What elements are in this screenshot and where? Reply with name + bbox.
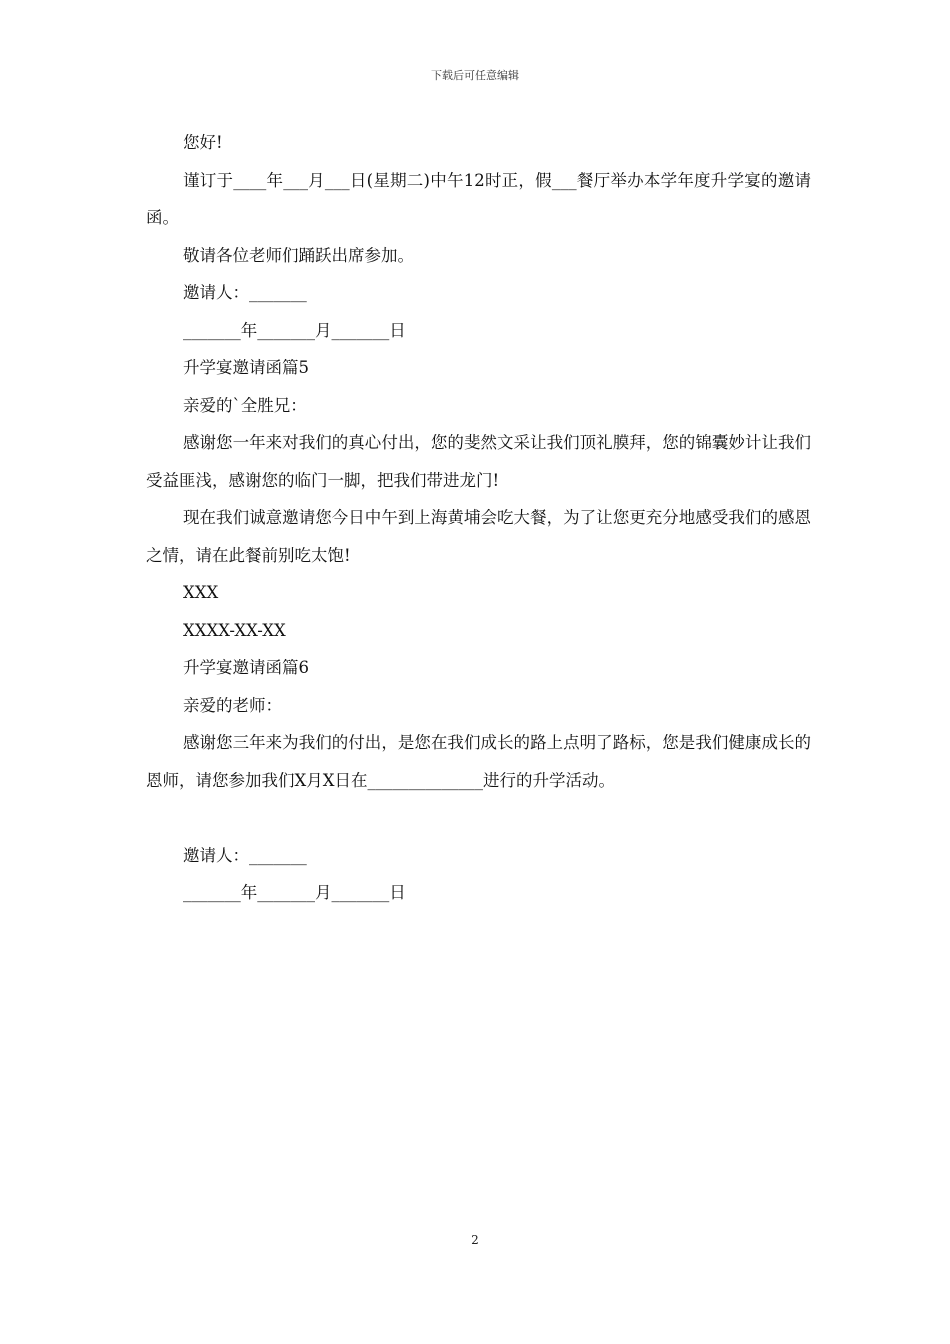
date-5: XXXX-XX-XX	[183, 620, 286, 640]
date-line: _______年_______月_______日	[183, 320, 406, 340]
date-line-6: _______年_______月_______日	[183, 883, 406, 902]
blank-line	[146, 799, 811, 837]
invitation-paragraph: 谨订于____年___月___日(星期二)中午12时正，假___餐厅举办本学年度升学宴的邀请函。	[146, 170, 811, 227]
greeting: 您好!	[183, 133, 223, 152]
document-body	[146, 124, 811, 912]
invitation-request: 敬请各位老师们踊跃出席参加。	[183, 245, 414, 265]
signature-5: XXX	[183, 583, 219, 602]
section-title-6: 升学宴邀请函篇6	[183, 658, 309, 677]
invitation-paragraph-5: 现在我们诚意邀请您今日中午到上海黄埔会吃大餐，为了让您更充分地感受我们的感恩之情，请在此餐前别吃太饱!	[146, 508, 811, 565]
salutation-6: 亲爱的老师：	[183, 695, 282, 715]
page-header: 下载后可任意编辑	[431, 69, 519, 82]
page-number: 2	[471, 1233, 479, 1247]
inviter-line: 邀请人：_______	[183, 283, 307, 302]
section-title-5: 升学宴邀请函篇5	[183, 358, 309, 377]
thanks-paragraph-6: 感谢您三年来为我们的付出，是您在我们成长的路上点明了路标，您是我们健康成长的恩师，请您参加我们X月X日在______________进行的升学活动。	[146, 733, 811, 790]
thanks-paragraph-5: 感谢您一年来对我们的真心付出，您的斐然文采让我们顶礼膜拜，您的锦囊妙计让我们受益匪浅，感谢您的临门一脚，把我们带进龙门!	[146, 433, 811, 490]
salutation-5: 亲爱的`全胜兄：	[183, 395, 307, 415]
inviter-line-6: 邀请人：_______	[183, 845, 307, 865]
